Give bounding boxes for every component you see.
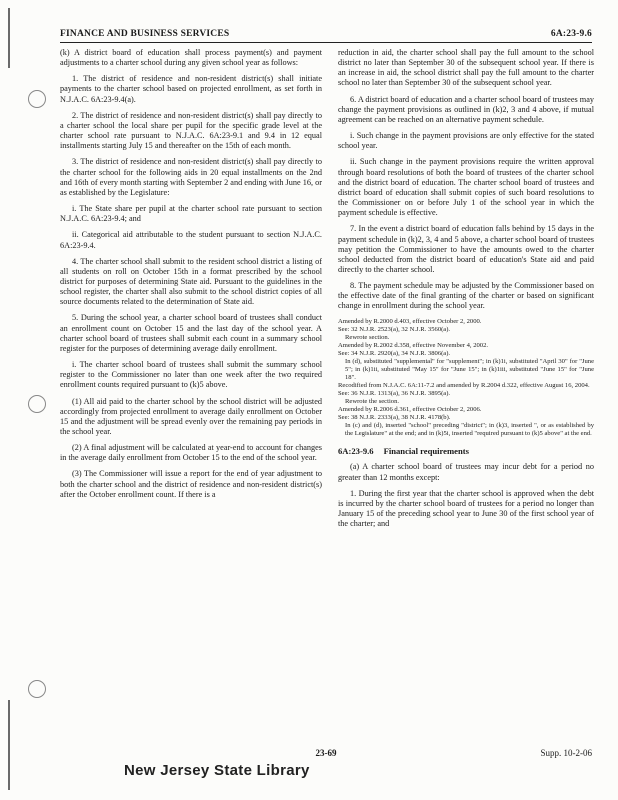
scan-edge-mark xyxy=(8,8,10,68)
binder-hole xyxy=(28,680,46,698)
amendment-history xyxy=(338,318,594,439)
history-line: Amended by R.2000 d.403, effective October 2, 2000. xyxy=(338,317,482,325)
history-line: Recodified from N.J.A.C. 6A:11-7.2 and amended by R.2004 d.322, effective August 16, 2004. xyxy=(338,381,590,389)
header-right: 6A:23-9.6 xyxy=(550,29,592,39)
history-line: See: 38 N.J.R. 2333(a), 38 N.J.R. 4178(b). xyxy=(338,414,451,422)
paragraph: 6. A district board of education and a charter school board of trustees may change the payment provisions as outlined in (k)2, 3 and 4 above, if mutual agreement can be reached on an alternative payment schedule. xyxy=(338,94,594,124)
history-line: Amended by R.2006 d.361, effective October 2, 2006. xyxy=(338,406,482,414)
library-stamp: New Jersey State Library xyxy=(124,762,310,779)
page-footer xyxy=(60,747,592,759)
paragraph: 4. The charter school shall submit to the resident school district a listing of all students on roll on October 15th in a format prescribed by the school district for purposes of determining State aid. Pursuant to the guidelines in the school register, the charter shall also submit to the school district copies of all source documents related to the determination of State aid. xyxy=(60,256,322,307)
paragraph: 5. During the school year, a charter school board of trustees shall conduct an enrollment count on October 15 and the last day of the school year. A charter school board of trustees shall submit each count in a summary school register for the purposes of determining average daily enrollment. xyxy=(60,313,322,353)
running-header xyxy=(60,28,592,40)
paragraph: 2. The district of residence and non-resident district(s) shall pay directly to a charter school the local share per pupil for the specific grade level at the charter school rate pursuant to N.J.A.C. 6A:23-9.1 and 9.4 in 12 equal installments starting July 15 and thereafter on the 15th of each month. xyxy=(60,110,322,151)
left-column xyxy=(60,48,322,506)
history-note: Rewrote section. xyxy=(345,333,390,341)
paragraph: i. Such change in the payment provisions are only effective for the stated school year. xyxy=(338,131,594,151)
paragraph: 7. In the event a district board of education falls behind by 15 days in the payment schedule in (k)2, 3, 4 and 5 above, a charter school board of trustees may petition the Commissioner to have the amounts owed to the charter school deducted from the district board of education's State aid and paid directly to the charter school. xyxy=(338,224,594,274)
paragraph: 3. The district of residence and non-resident district(s) shall pay directly to the charter school for the following aids in 20 equal installments on the 2nd and 16th of every month starting with September 2 and ending with June 16, or as established by the Legislature: xyxy=(60,157,322,197)
supplement-date: Supp. 10-2-06 xyxy=(540,748,592,758)
header-left: FINANCE AND BUSINESS SERVICES xyxy=(60,29,230,39)
binder-hole xyxy=(28,395,46,413)
history-note: In (d), substituted "supplemental" for "supplement"; in (k)1i, substituted "April 30" for "June 5"; in (k)1ii, substituted "May 15" for "June 15"; in (k)1iii, substituted "June 15" for "June 18". xyxy=(345,357,594,381)
header-rule xyxy=(60,42,592,43)
section-heading xyxy=(338,446,594,456)
section-number: 6A:23-9.6 xyxy=(338,446,374,457)
right-column xyxy=(338,48,594,535)
history-line: See: 36 N.J.R. 1313(a), 36 N.J.R. 3895(a). xyxy=(338,390,451,398)
binder-hole xyxy=(28,90,46,108)
paragraph: ii. Such change in the payment provisions require the written approval through board resolutions of both the board of trustees of the charter school and the district board of education. The charter school board of trustees and district board of education shall submit copies of such board resolutions to the Commissioner on or before July 1 of the school year in which the payment schedule is effective. xyxy=(338,157,594,218)
paragraph: i. The State share per pupil at the charter school rate pursuant to section N.J.A.C. 6A:23-9.4; and xyxy=(60,204,322,224)
page-number: 23-69 xyxy=(315,748,337,758)
paragraph: reduction in aid, the charter school shall pay the full amount to the school district no later than September 30 of the subsequent school year. If there is an increase in aid, the school district shall pay the full amount to the charter school no later than September 30 of the subsequent school year. xyxy=(338,48,594,88)
history-note: Rewrote the section. xyxy=(345,398,400,406)
paragraph: (3) The Commissioner will issue a report for the end of year adjustment to both the charter school and the district of residence and non-resident district(s) after the October enrollment count. If there is a xyxy=(60,469,322,499)
history-note: In (c) and (d), inserted "school" preceding "district"; in (k)3, inserted ", or as established by the Legislature" at the end; and in (k)5i, inserted "required pursuant to (k)5 above" at the end. xyxy=(345,422,594,438)
history-line: See: 34 N.J.R. 2920(a), 34 N.J.R. 3806(a). xyxy=(338,349,451,357)
paragraph: 1. The district of residence and non-resident district(s) shall initiate payments to the charter school based on projected enrollment, as set forth in N.J.A.C. 6A:23-9.4(a). xyxy=(60,74,322,104)
paragraph: (a) A charter school board of trustees may incur debt for a period no greater than 12 months except: xyxy=(338,462,594,482)
paragraph: (k) A district board of education shall process payment(s) and payment adjustments to a charter school during any given school year as follows: xyxy=(60,48,322,68)
section-title: Financial requirements xyxy=(383,446,469,457)
paragraph: 1. During the first year that the charter school is approved when the debt is incurred by the charter school board of trustees for a period no longer than January 15 of the preceding school year to June 30 of the first school year of the charter; and xyxy=(338,488,594,529)
paragraph: i. The charter school board of trustees shall submit the summary school register to the Commissioner no later than one week after the two required enrollment counts required pursuant to (k)5 above. xyxy=(60,360,322,390)
history-line: See: 32 N.J.R. 2523(a), 32 N.J.R. 3560(a). xyxy=(338,325,451,333)
paragraph: (2) A final adjustment will be calculated at year-end to account for changes in the average daily enrollment from October 15 to the end of the school year. xyxy=(60,443,322,463)
scan-edge-mark xyxy=(8,700,10,790)
history-line: Amended by R.2002 d.358, effective November 4, 2002. xyxy=(338,341,489,349)
paragraph: 8. The payment schedule may be adjusted by the Commissioner based on the effective date of the final granting of the charter or based on significant change in enrollment during the school year. xyxy=(338,281,594,311)
paragraph: ii. Categorical aid attributable to the student pursuant to section N.J.A.C. 6A:23-9.4. xyxy=(60,230,322,250)
paragraph: (1) All aid paid to the charter school by the school district will be adjusted accordingly from projected enrollment to average daily enrollment on October 15 and the adjustment will be spread evenly over the remaining pay periods in the school year. xyxy=(60,396,322,436)
